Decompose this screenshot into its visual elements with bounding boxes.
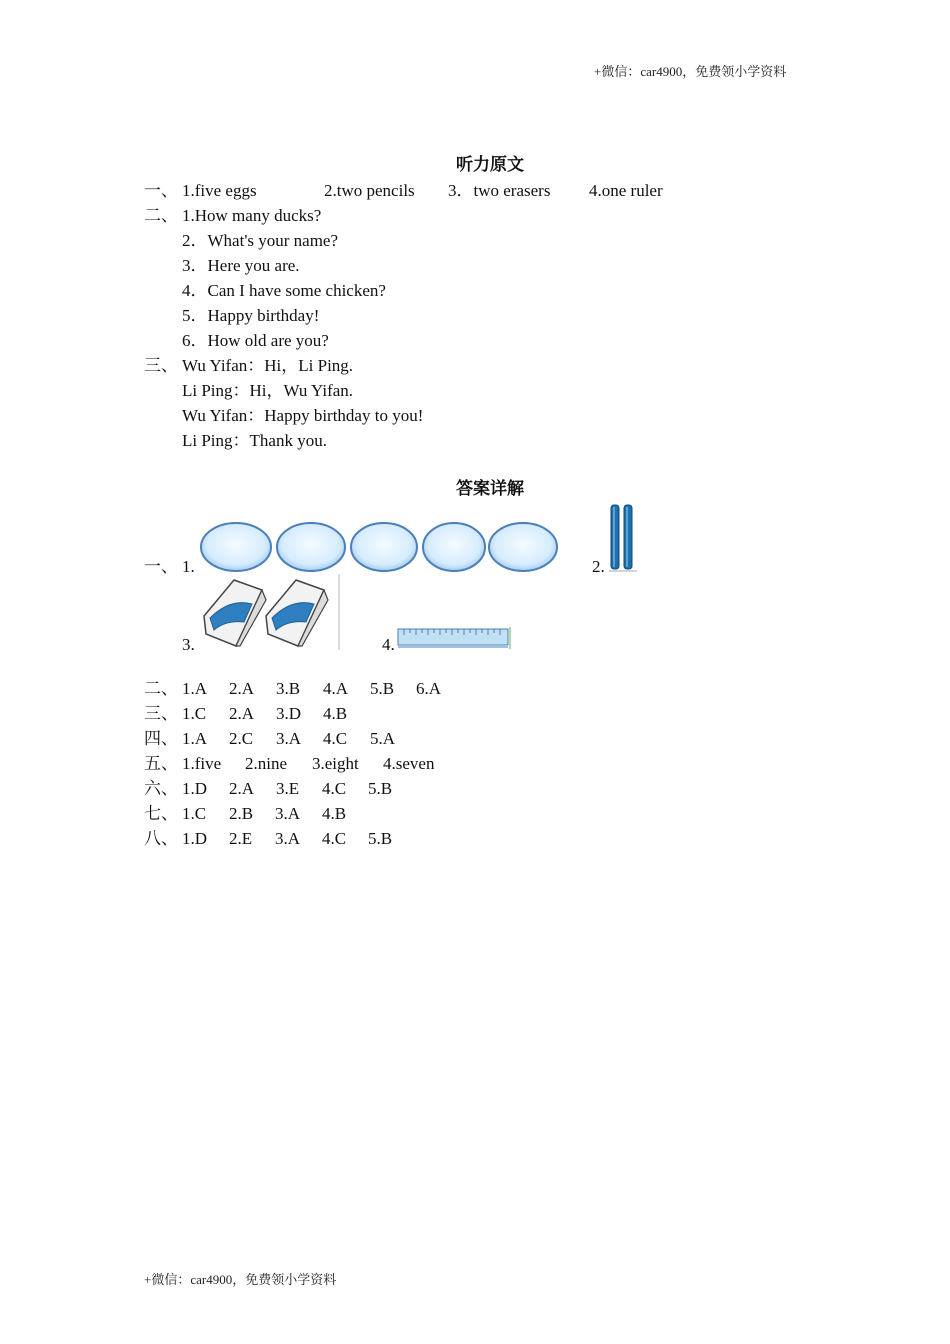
answer-item: 5.B	[368, 829, 393, 848]
answer-item: 4.B	[322, 804, 347, 823]
answer-item: 1.C	[182, 704, 207, 723]
transcript-item: 1.five eggs	[182, 181, 257, 200]
answers-title: 答案详解	[456, 479, 524, 499]
egg-icon	[351, 523, 417, 571]
answer-item: 4.C	[322, 829, 347, 848]
answer-item: 2.B	[229, 804, 254, 823]
answer-item: 4.seven	[383, 754, 435, 773]
egg-icon	[489, 523, 557, 571]
two-pencils-picture	[608, 501, 638, 573]
dialogue-line: Wu Yifan：Happy birthday to you!	[182, 406, 424, 425]
section-2-prefix: 二、	[144, 206, 178, 225]
answer-row-prefix: 八、	[144, 829, 178, 848]
answer-4-label: 4.	[382, 635, 395, 654]
five-eggs-picture	[198, 520, 560, 574]
answer-item: 3.B	[276, 679, 301, 698]
answer-2-label: 2.	[592, 557, 605, 576]
answer-item: 5.B	[370, 679, 395, 698]
answer-item: 1.A	[182, 679, 208, 698]
answer-item: 4.C	[322, 779, 347, 798]
answer-item: 5.A	[370, 729, 396, 748]
answer-row-prefix: 七、	[144, 804, 178, 823]
transcript-line: 5．Happy birthday!	[182, 306, 320, 325]
eraser-icon	[266, 580, 328, 646]
answer-item: 6.A	[416, 679, 442, 698]
answer-item: 3.A	[275, 829, 301, 848]
answer-item: 1.A	[182, 729, 208, 748]
pencil-icon	[624, 505, 632, 569]
transcript-line: 4．Can I have some chicken?	[182, 281, 386, 300]
answer-item: 4.A	[323, 679, 349, 698]
answer-item: 4.B	[323, 704, 348, 723]
transcript-line: 2．What's your name?	[182, 231, 339, 250]
transcript-item: 3．two erasers	[448, 181, 551, 200]
answer-1-label: 1.	[182, 557, 195, 576]
pencil-icon	[611, 505, 619, 569]
dialogue-line: Li Ping：Thank you.	[182, 431, 327, 450]
answer-item: 2.E	[229, 829, 253, 848]
answer-item: 1.D	[182, 829, 208, 848]
transcript-line: 3．Here you are.	[182, 256, 300, 275]
answer-3-label: 3.	[182, 635, 195, 654]
answer-item: 2.C	[229, 729, 254, 748]
answer-row-prefix: 五、	[144, 754, 178, 773]
answer-row-prefix: 六、	[144, 779, 178, 798]
answer-row-prefix: 三、	[144, 704, 178, 723]
egg-icon	[201, 523, 271, 571]
watermark-bottom: +微信：car4900，免费领小学资料	[144, 1272, 337, 1287]
transcript-line: 6．How old are you?	[182, 331, 329, 350]
transcript-line: 1.How many ducks?	[182, 206, 322, 225]
watermark-top: +微信：car4900，免费领小学资料	[594, 64, 787, 79]
dialogue-line: Li Ping：Hi，Wu Yifan.	[182, 381, 354, 400]
answer-item: 3.A	[276, 729, 302, 748]
eraser-icon	[204, 580, 266, 646]
answer-item: 2.A	[229, 704, 255, 723]
answer-item: 3.D	[276, 704, 302, 723]
answer-item: 5.B	[368, 779, 393, 798]
answer-item: 3.E	[276, 779, 300, 798]
answer-row-prefix: 二、	[144, 679, 178, 698]
two-erasers-picture	[200, 574, 342, 650]
answer-item: 2.nine	[245, 754, 288, 773]
answer-item: 2.A	[229, 679, 255, 698]
transcript-item: 2.two pencils	[324, 181, 415, 200]
answer-item: 1.D	[182, 779, 208, 798]
answer-item: 1.C	[182, 804, 207, 823]
answer-item: 4.C	[323, 729, 348, 748]
answer-item: 2.A	[229, 779, 255, 798]
transcript-item: 4.one ruler	[589, 181, 663, 200]
egg-icon	[277, 523, 345, 571]
one-ruler-picture	[396, 625, 514, 651]
ruler-icon	[398, 627, 510, 649]
answer-item: 3.eight	[312, 754, 359, 773]
answer-row-prefix: 四、	[144, 729, 178, 748]
answer-item: 3.A	[275, 804, 301, 823]
dialogue-line: Wu Yifan：Hi，Li Ping.	[182, 356, 354, 375]
answer-item: 1.five	[182, 754, 222, 773]
section-1-prefix: 一、	[144, 181, 178, 200]
answer-1-prefix: 一、	[144, 557, 178, 576]
transcript-title: 听力原文	[456, 155, 524, 175]
section-3-prefix: 三、	[144, 356, 178, 375]
egg-icon	[423, 523, 485, 571]
